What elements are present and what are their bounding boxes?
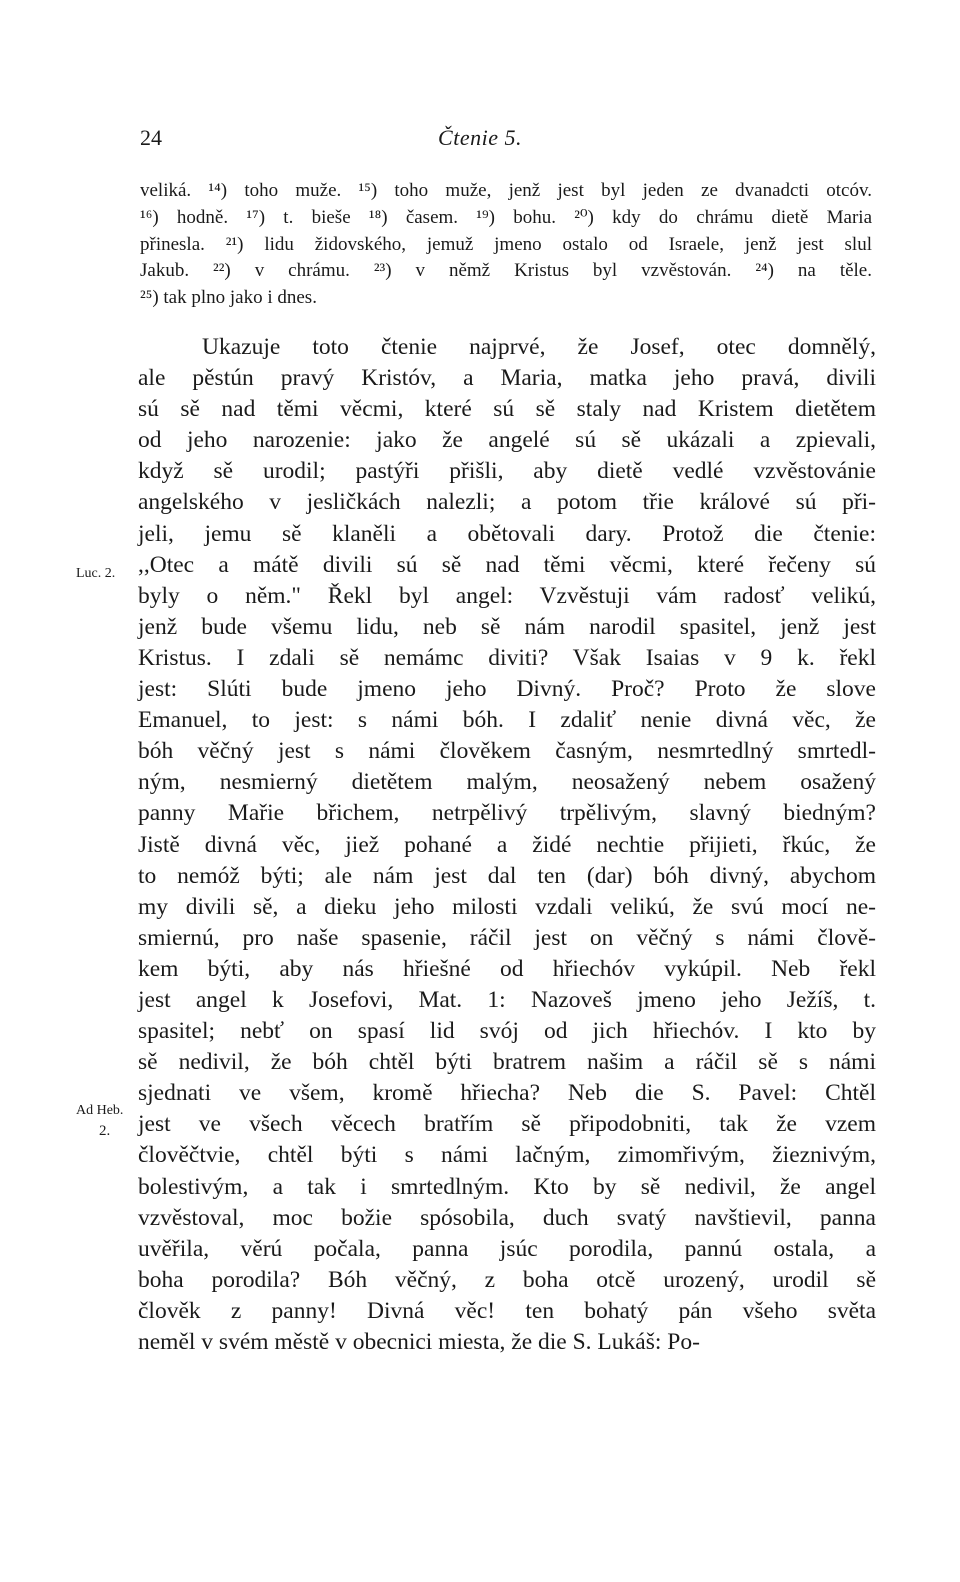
text-line: byly o něm." Řekl byl angel: Vzvěstuji vám radosť velikú,	[138, 582, 876, 609]
text-line: jest ve všech věcech bratřím sě připodobniti, tak že vzem	[138, 1111, 876, 1138]
text-line: my divili sě, a dieku jeho milosti vzdali velikú, že svú mocí ne-	[138, 893, 876, 920]
text-line: jest angel k Josefovi, Mat. 1: Nazoveš jmeno jeho Ježíš, t.	[138, 986, 876, 1013]
text-line: to nemóž býti; ale nám jest dal ten (dar) bóh divný, abychom	[138, 862, 876, 889]
text-line: jest: Slúti bude jmeno jeho Divný. Proč? Proto že slove	[138, 676, 876, 703]
text-line: panny Mařie břichem, netrpělivý trpělivým, slavný biedným?	[138, 800, 876, 827]
note-line: ¹⁶) hodně. ¹⁷) t. bieše ¹⁸) časem. ¹⁹) bohu. ²⁰) kdy do chrámu dietě Maria	[140, 206, 872, 228]
text-line: ným, nesmierný dietětem malým, neosažený nebem osažený	[138, 769, 876, 796]
text-line: Jistě divná věc, jiež pohané a židé nechtie přijieti, řkúc, že	[138, 831, 876, 858]
margin-note-heb-line1: Ad Heb.	[76, 1103, 124, 1118]
body-text	[138, 332, 876, 1358]
text-line: boha porodila? Bóh věčný, z boha otcě urozený, urodil sě	[138, 1266, 876, 1293]
text-line: bolestivým, a tak i smrtedlným. Kto by sě nedivil, že angel	[138, 1173, 876, 1200]
text-line: jenž bude všemu lidu, neb sě nám narodil spasitel, jenž jest	[138, 613, 876, 640]
note-line: veliká. ¹⁴) toho muže. ¹⁵) toho muže, jenž jest byl jeden ze dvanadcti otcóv.	[140, 180, 872, 201]
margin-note-heb-line2: 2.	[99, 1123, 111, 1139]
text-line: vzvěstoval, moc božie spósobila, duch svatý navštievil, panna	[138, 1204, 876, 1231]
text-line: smiernú, pro naše spasenie, ráčil jest on věčný s námi člově-	[138, 924, 876, 951]
footnotes-block	[140, 178, 872, 312]
text-line: Ukazuje toto čtenie najprvé, že Josef, otec domnělý,	[202, 334, 876, 360]
text-line: kem býti, aby nás hřiešné od hřiechóv vykúpil. Neb řekl	[138, 955, 876, 982]
page-header	[0, 0, 960, 150]
text-line: Kristus. I zdali sě nemámc diviti? Však Isaias v 9 k. řekl	[138, 644, 876, 671]
text-line: sú sě nad těmi věcmi, které sú sě staly nad Kristem dietětem	[138, 396, 876, 423]
margin-note-heb	[76, 1101, 123, 1141]
text-line: sě nedivil, že bóh chtěl býti bratrem našim a ráčil sě s námi	[138, 1049, 876, 1076]
margin-note-luc: Luc. 2.	[76, 566, 116, 581]
text-line: angelského v jesličkách nalezli; a potom třie králové sú při-	[138, 489, 876, 516]
text-line: ale pěstún pravý Kristóv, a Maria, matka jeho pravá, divili	[138, 365, 876, 392]
text-line: člověk z panny! Divná věc! ten bohatý pán všeho světa	[138, 1297, 876, 1324]
text-line: ,,Otec a mátě divili sú sě nad těmi věcmi, které řečeny sú	[138, 551, 876, 578]
text-line: uvěřila, věrú počala, panna jsúc porodila, pannú ostala, a	[138, 1235, 876, 1262]
text-line: bóh věčný jest s námi člověkem časným, nesmrtedlný smrtedl-	[138, 738, 876, 765]
running-title: Čtenie 5.	[438, 125, 522, 150]
note-line: přinesla. ²¹) lidu židovského, jemuž jmeno ostalo od Israele, jenž jest slul	[140, 233, 872, 255]
text-line: spasitel; nebť on spasí lid svój od jich hřiechóv. I kto by	[138, 1018, 876, 1045]
text-line: od jeho narozenie: jako že angelé sú sě ukázali a zpievali,	[138, 427, 876, 454]
text-line: sjednati ve všem, kromě hřiecha? Neb die S. Pavel: Chtěl	[138, 1080, 876, 1107]
text-line: jeli, jemu sě klaněli a obětovali dary. Protož die čtenie:	[138, 520, 876, 547]
note-line: Jakub. ²²) v chrámu. ²³) v němž Kristus byl vzvěstován. ²⁴) na těle.	[140, 260, 872, 282]
page-number: 24	[140, 125, 162, 150]
text-line: neměl v svém městě v obecnici miesta, že die S. Lukáš: Po-	[138, 1329, 700, 1355]
note-line: ²⁵) tak plno jako i dnes.	[140, 287, 317, 309]
text-line: Emanuel, to jest: s námi bóh. I zdaliť nenie divná věc, že	[138, 707, 876, 734]
text-line: když sě urodil; pastýři přišli, aby dietě vedlé vzvěstovánie	[138, 458, 876, 485]
text-line: člověčtvie, chtěl býti s námi lačným, zimomřivým, žieznivým,	[138, 1142, 876, 1169]
